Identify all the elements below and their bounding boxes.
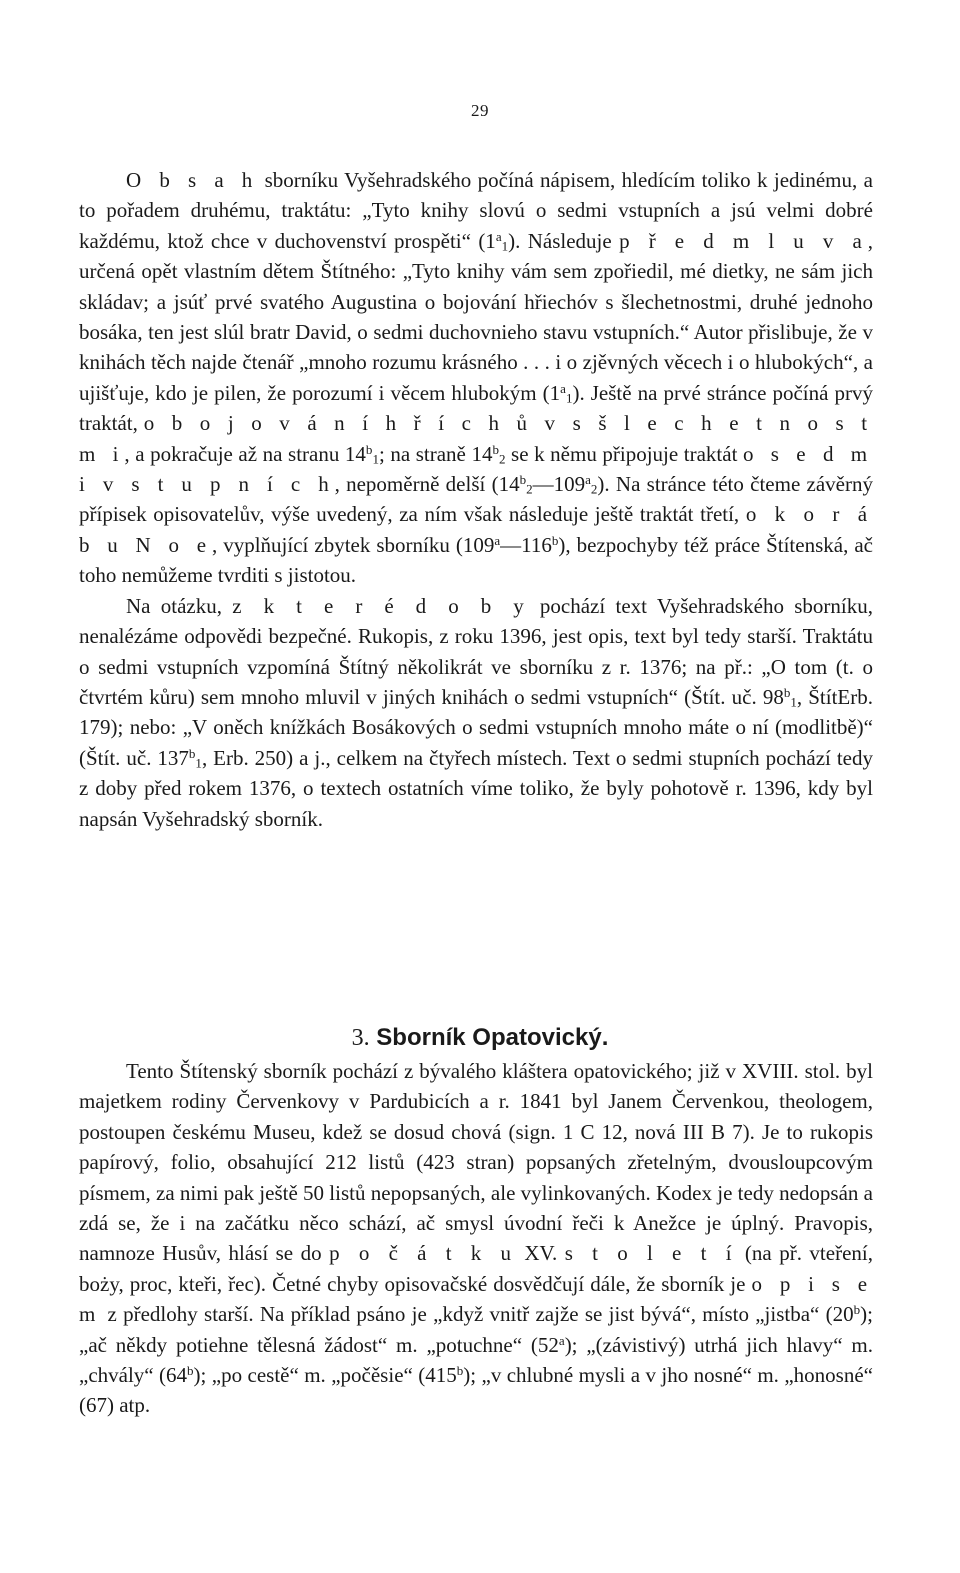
- emphasis-obsah: O b s a h: [126, 168, 259, 192]
- text-run: ); „(závistivý) utrhá jich hlavy“ m. „chvály“ (64: [79, 1332, 874, 1388]
- paragraph-contents-of-vysehrad-manuscript: [79, 165, 873, 591]
- text-run: , určená opět vlastním dětem Štítného: „Tyto knihy vám sem zpořiedil, mé dietky, ne sám jich skládav; a jsúť prvé svatého Augustina o bojování hřiechóv s šlechetnostmi, druhé jednoho bosáka, ten jest slúl bratr David, o sedmi duchovnieho stavu vstupních.“ Autor přislibuje, že v knihách těch najde čtenář „mnoho rozumu krásného . . . i o zjěvných věcech i o hlubokých“, a ujišťuje, kdo je pilen, že porozumí i věcem hlubokým (1: [79, 228, 873, 405]
- subscript: 1: [195, 755, 202, 771]
- subscript: 2: [590, 481, 598, 497]
- emphasis-z-ktere-doby: z k t e r é d o b y: [232, 593, 530, 618]
- text-run: —116: [500, 532, 552, 557]
- superscript: b: [519, 471, 527, 487]
- emphasis-opisem: o p i s e m: [79, 1271, 873, 1327]
- text-run: ); „po cestě“ m. „počěsie“ (415: [193, 1363, 457, 1388]
- text-run: , vyplňující zbytek sborníku (109: [211, 532, 495, 557]
- emphasis-pocatku: p o č á t k u: [329, 1241, 517, 1266]
- superscript: a: [585, 471, 591, 487]
- text-run: , ŠtítErb. 179); nebo: „V oněch knížkách Bosákových o sedmi vstupních mnoho máte o ní (modlitbě)“ (Štít. uč. 137: [79, 684, 873, 770]
- superscript: a: [494, 532, 501, 548]
- section-title: Sborník Opatovický.: [376, 1024, 609, 1051]
- section-top-text: [79, 165, 873, 834]
- text-run: XV.: [516, 1241, 565, 1266]
- text-run: ); „v chlubné mysli a v jho nosné“ m. „honosné“ (67) atp.: [79, 1363, 873, 1418]
- text-run: sborníku Vyšehradského počíná nápisem, hledícím toliko k jedinému, a to pořadem druhému, traktátu: „Tyto knihy slovú o sedmi vstupních a jsú velmi dobré každému, ktož chce v duchovenství prospěti“ (1: [79, 168, 873, 253]
- section-number: 3.: [351, 1025, 370, 1051]
- paragraph-dating-of-text: [79, 591, 873, 834]
- superscript: b: [783, 684, 791, 700]
- text-run: se k němu připojuje traktát: [505, 441, 743, 466]
- text-run: ; na straně 14: [378, 441, 493, 466]
- superscript: b: [853, 1302, 861, 1318]
- superscript: b: [456, 1362, 464, 1378]
- subscript: 1: [790, 694, 797, 710]
- text-run: z předlohy starší. Na příklad psáno je „když vnitř zajže se jist bývá“, místo „jistba“ (20: [101, 1302, 854, 1327]
- section-bottom-text: [79, 1056, 873, 1421]
- subscript: 1: [565, 390, 573, 406]
- subscript: 1: [501, 238, 509, 254]
- text-run: ). Ještě na prvé stránce počíná prvý traktát,: [79, 380, 873, 436]
- emphasis-tract-title: o s e d m i v s t u p n í c h: [79, 441, 873, 497]
- text-run: (na př. vteření, boży, proc, kteři, řec). Četné chyby opisovačské dosvědčují dále, že sborník je: [79, 1241, 873, 1296]
- superscript: a: [558, 1332, 565, 1348]
- section-heading: [0, 1024, 960, 1052]
- text-run: ). Následuje: [508, 228, 620, 253]
- emphasis-tract-title: o b o j o v á n í h ř í c h ů v s š l e c h e t n o s t m i: [79, 411, 873, 466]
- subscript: 2: [526, 481, 533, 497]
- text-run: ), bezpochyby též práce Štítenská, ač toho nemůžeme tvrditi s jistotou.: [79, 532, 873, 588]
- paragraph-opatovice-manuscript: [79, 1056, 873, 1421]
- text-run: pochází text Vyšehradského sborníku, nenalézáme odpovědi bezpečné. Rukopis, z roku 1396, jest opis, text byl tedy starší. Traktátu o sedmi vstupních vzpomíná Štítný několikrát ve sborníku z r. 1376; na př.: „O tom (t. o čtvrtém kůru) sem mnoho mluvil v jiných knihách o sedmi vstupních“ (Štít. uč. 98: [79, 593, 874, 709]
- superscript: b: [187, 1362, 194, 1378]
- text-run: Na otázku,: [126, 593, 233, 618]
- text-run: , Erb. 250) a j., celkem na čtyřech místech. Text o sedmi stupních pochází tedy z doby před rokem 1376, o textech ostatních víme toliko, že byly pohotově r. 1396, kdy byl napsán Vyšehradský sborník.: [79, 745, 873, 831]
- superscript: b: [492, 441, 499, 457]
- superscript: b: [551, 532, 559, 548]
- text-run: , a pokračuje až na stranu 14: [124, 441, 366, 466]
- emphasis-predmluva: p ř e d m l u v a: [619, 228, 868, 253]
- subscript: 2: [498, 451, 506, 467]
- text-run: ). Na stránce této čteme závěrný přípisek opisovatelův, výše uvedený, za ním však následuje ještě traktát třetí,: [79, 472, 873, 527]
- subscript: 1: [372, 451, 379, 467]
- emphasis-tract-title: o k o r á b u N o e: [79, 502, 874, 557]
- text-run: —109: [532, 472, 586, 497]
- page-number: 29: [471, 101, 489, 120]
- superscript: a: [560, 380, 566, 396]
- superscript: a: [495, 228, 502, 244]
- superscript: b: [188, 745, 196, 761]
- emphasis-stoleti: s t o l e t í: [564, 1241, 738, 1266]
- text-run: , nepoměrně delší (14: [334, 472, 520, 497]
- text-run: Tento Štítenský sborník pochází z bývalého kláštera opatovického; již v XVIII. stol. byl majetkem rodiny Červenkovy v Pardubicích a r. 1841 byl Janem Červenkou, theologem, postoupen českému Museu, kdež se dosud chová (sign. 1 C 12, nová III B 7). Je to rukopis papírový, folio, obsahující 212 listů (423 stran) popsaných zřetelným, dvousloupcovým písmem, za nimi pak ještě 50 listů nepopsaných, ale vylinkovaných. Kodex je tedy nedopsán a zdá se, že i na začátku něco schází, ač smysl úvodní řeči k Anežce je úplný. Pravopis, namnoze Husův, hlásí se do: [79, 1059, 873, 1266]
- superscript: b: [365, 441, 373, 457]
- text-run: ); „ač někdy potiehne tělesná žádost“ m. „potuchne“ (52: [79, 1302, 873, 1357]
